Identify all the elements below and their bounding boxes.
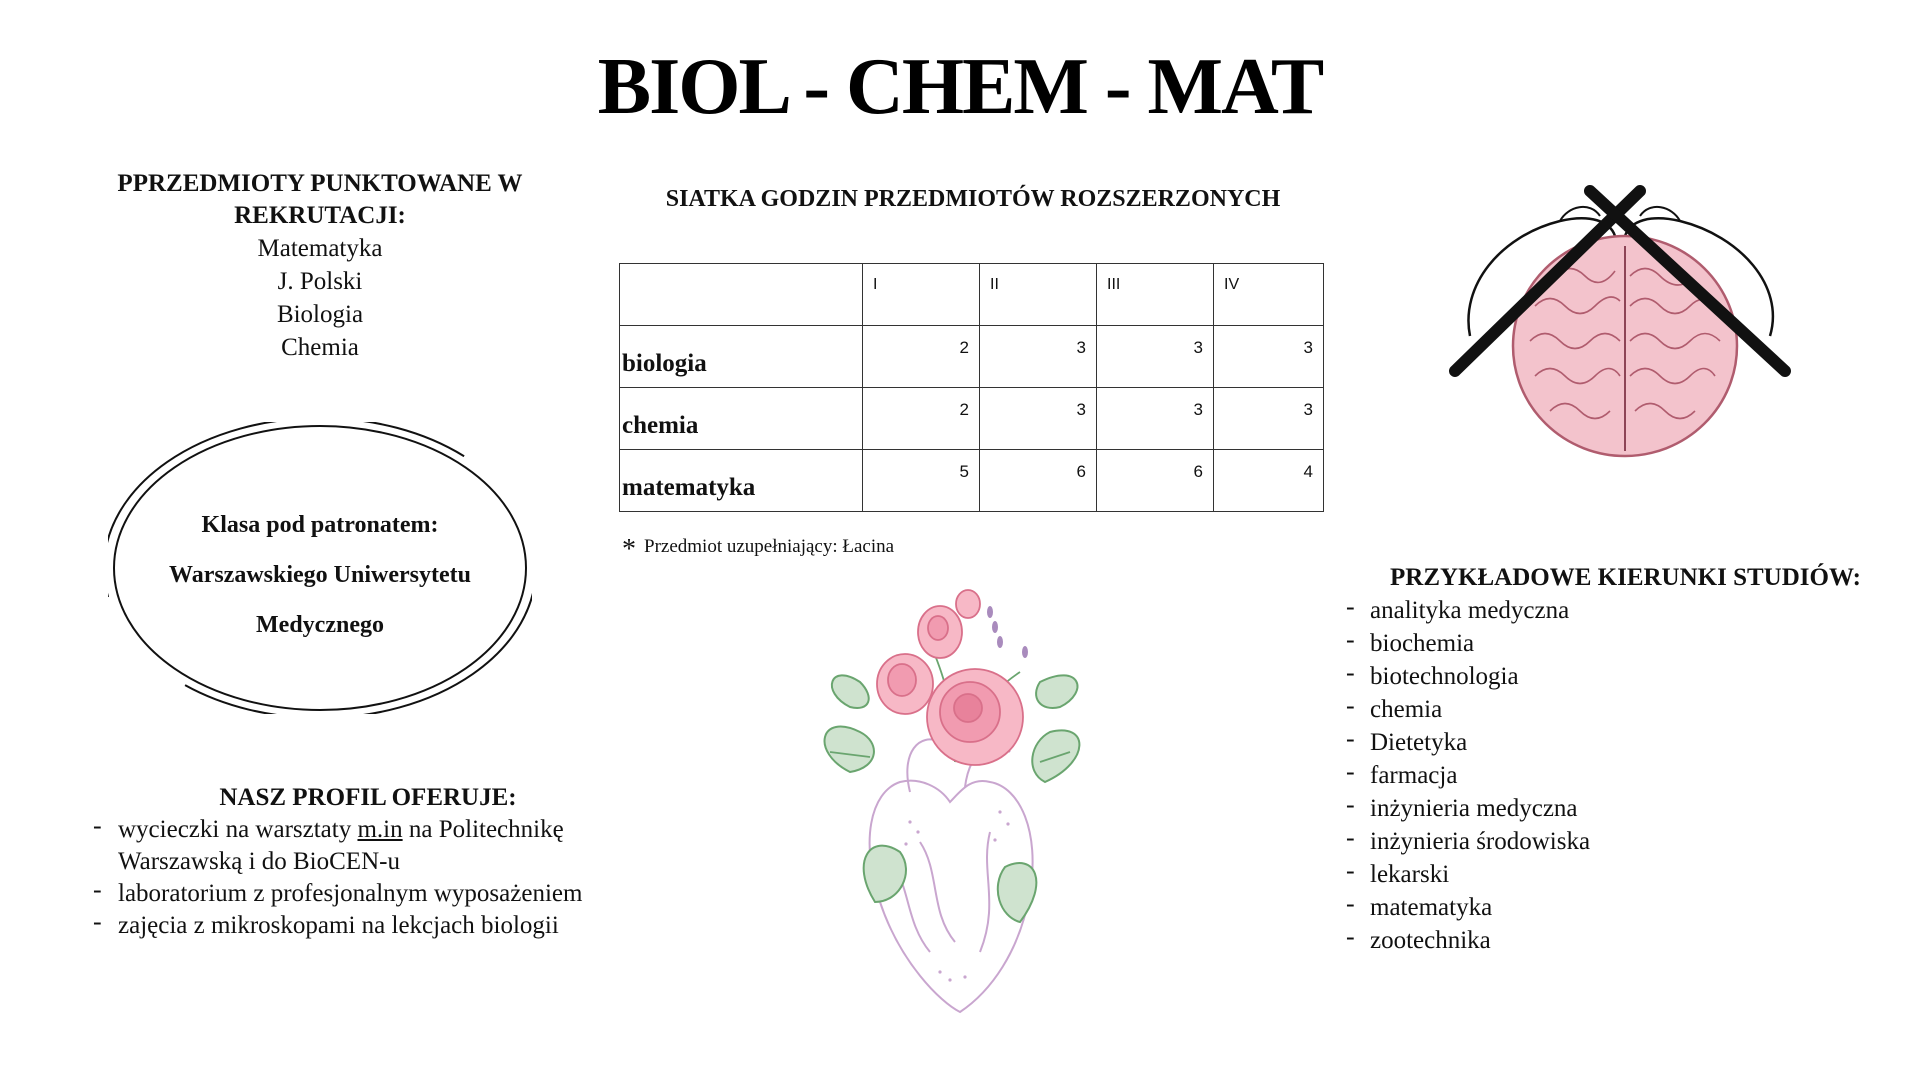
table-cell: 3 (980, 388, 1097, 450)
list-item: J. Polski (277, 268, 363, 295)
table-header-cell: IV (1214, 264, 1324, 326)
table-cell: 5 (863, 450, 980, 512)
list-item (1340, 792, 1900, 825)
bullet-dash: - (1346, 724, 1355, 753)
bullet-dash: - (1346, 691, 1355, 720)
list-item-text: biochemia (1370, 630, 1475, 657)
bullet-dash: - (1346, 889, 1355, 918)
table-row (620, 450, 1324, 512)
list-item (88, 907, 608, 942)
bullet-dash: - (1346, 757, 1355, 786)
hours-grid-title: SIATKA GODZIN PRZEDMIOTÓW ROZSZERZONYCH (665, 186, 1281, 212)
study-fields-list (1340, 594, 1900, 957)
recruitment-subjects (95, 168, 545, 364)
bullet-dash: - (93, 811, 102, 840)
list-item: Matematyka (257, 235, 383, 262)
patronage-line: Warszawskiego Uniwersytetu (169, 562, 471, 588)
recruitment-subjects-list (95, 232, 545, 364)
list-item-text: inżynieria środowiska (1370, 828, 1591, 855)
list-item: Chemia (281, 334, 359, 361)
list-item-text: na Politechnikę Warszawską i do BioCEN-u (118, 816, 564, 875)
bullet-dash: - (1346, 856, 1355, 885)
table-row-label: chemia (620, 388, 863, 450)
table-header-cell: II (980, 264, 1097, 326)
study-fields (1340, 562, 1900, 957)
hours-grid-note (622, 528, 895, 565)
table-row (620, 326, 1324, 388)
recruitment-subjects-heading: PPRZEDMIOTY PUNKTOWANE W REKRUTACJI: (117, 170, 523, 229)
bullet-dash: - (93, 875, 102, 904)
knitting-brain-icon (1440, 176, 1800, 466)
table-row-label: matematyka (620, 450, 863, 512)
table-cell: 3 (1214, 326, 1324, 388)
study-fields-heading: PRZYKŁADOWE KIERUNKI STUDIÓW: (1390, 564, 1861, 591)
list-item-text: analityka medyczna (1370, 597, 1570, 624)
hours-table (619, 263, 1324, 512)
list-item-text: matematyka (1370, 894, 1493, 921)
bullet-dash: - (1346, 790, 1355, 819)
list-item-text: laboratorium z profesjonalnym wyposażeniem (118, 880, 583, 907)
list-item (1340, 759, 1900, 792)
bullet-dash: - (1346, 625, 1355, 654)
list-item-text: inżynieria medyczna (1370, 795, 1578, 822)
list-item (1340, 594, 1900, 627)
table-row-label: biologia (620, 326, 863, 388)
list-item (1340, 858, 1900, 891)
floral-heart-icon (790, 582, 1120, 1022)
profile-offers (88, 782, 608, 942)
list-item: Biologia (276, 301, 364, 328)
table-cell: 6 (980, 450, 1097, 512)
list-item-text: farmacja (1370, 762, 1458, 789)
list-item-text: wycieczki na warsztaty (118, 816, 358, 843)
patronage-text (108, 500, 532, 650)
table-cell: 4 (1214, 450, 1324, 512)
list-item (88, 811, 608, 878)
bullet-dash: - (1346, 592, 1355, 621)
table-cell: 3 (1097, 388, 1214, 450)
list-item (1340, 726, 1900, 759)
table-cell: 3 (1214, 388, 1324, 450)
list-item (1340, 693, 1900, 726)
list-item (1340, 825, 1900, 858)
table-header-row (620, 264, 1324, 326)
list-item-text: zajęcia z mikroskopami na lekcjach biologii (118, 912, 559, 939)
page-title: BIOL - CHEM - MAT (597, 43, 1323, 131)
patronage-line: Klasa pod patronatem: (201, 512, 439, 538)
list-item-text: zootechnika (1370, 927, 1491, 954)
table-cell: 2 (863, 388, 980, 450)
bullet-dash: - (1346, 658, 1355, 687)
list-item (1340, 891, 1900, 924)
profile-offers-heading: NASZ PROFIL OFERUJE: (219, 784, 517, 811)
table-cell: 3 (980, 326, 1097, 388)
underlined-text: m.in (357, 816, 403, 843)
table-header-cell: I (863, 264, 980, 326)
table-header-cell: III (1097, 264, 1214, 326)
table-header-cell (620, 264, 863, 326)
note-text: Przedmiot uzupełniający: Łacina (644, 536, 895, 557)
profile-offers-list (88, 811, 608, 942)
list-item-text: chemia (1370, 696, 1443, 723)
list-item-text: lekarski (1370, 861, 1450, 888)
table-cell: 6 (1097, 450, 1214, 512)
list-item-text: Dietetyka (1370, 729, 1468, 756)
list-item-text: biotechnologia (1370, 663, 1519, 690)
list-item (1340, 627, 1900, 660)
bullet-dash: - (93, 907, 102, 936)
list-item (88, 875, 608, 910)
patronage-line: Medycznego (256, 612, 384, 638)
table-cell: 3 (1097, 326, 1214, 388)
bullet-dash: - (1346, 823, 1355, 852)
asterisk: * (622, 534, 636, 565)
bullet-dash: - (1346, 922, 1355, 951)
list-item (1340, 924, 1900, 957)
patronage-badge (108, 422, 532, 714)
table-cell: 2 (863, 326, 980, 388)
list-item (1340, 660, 1900, 693)
table-row (620, 388, 1324, 450)
